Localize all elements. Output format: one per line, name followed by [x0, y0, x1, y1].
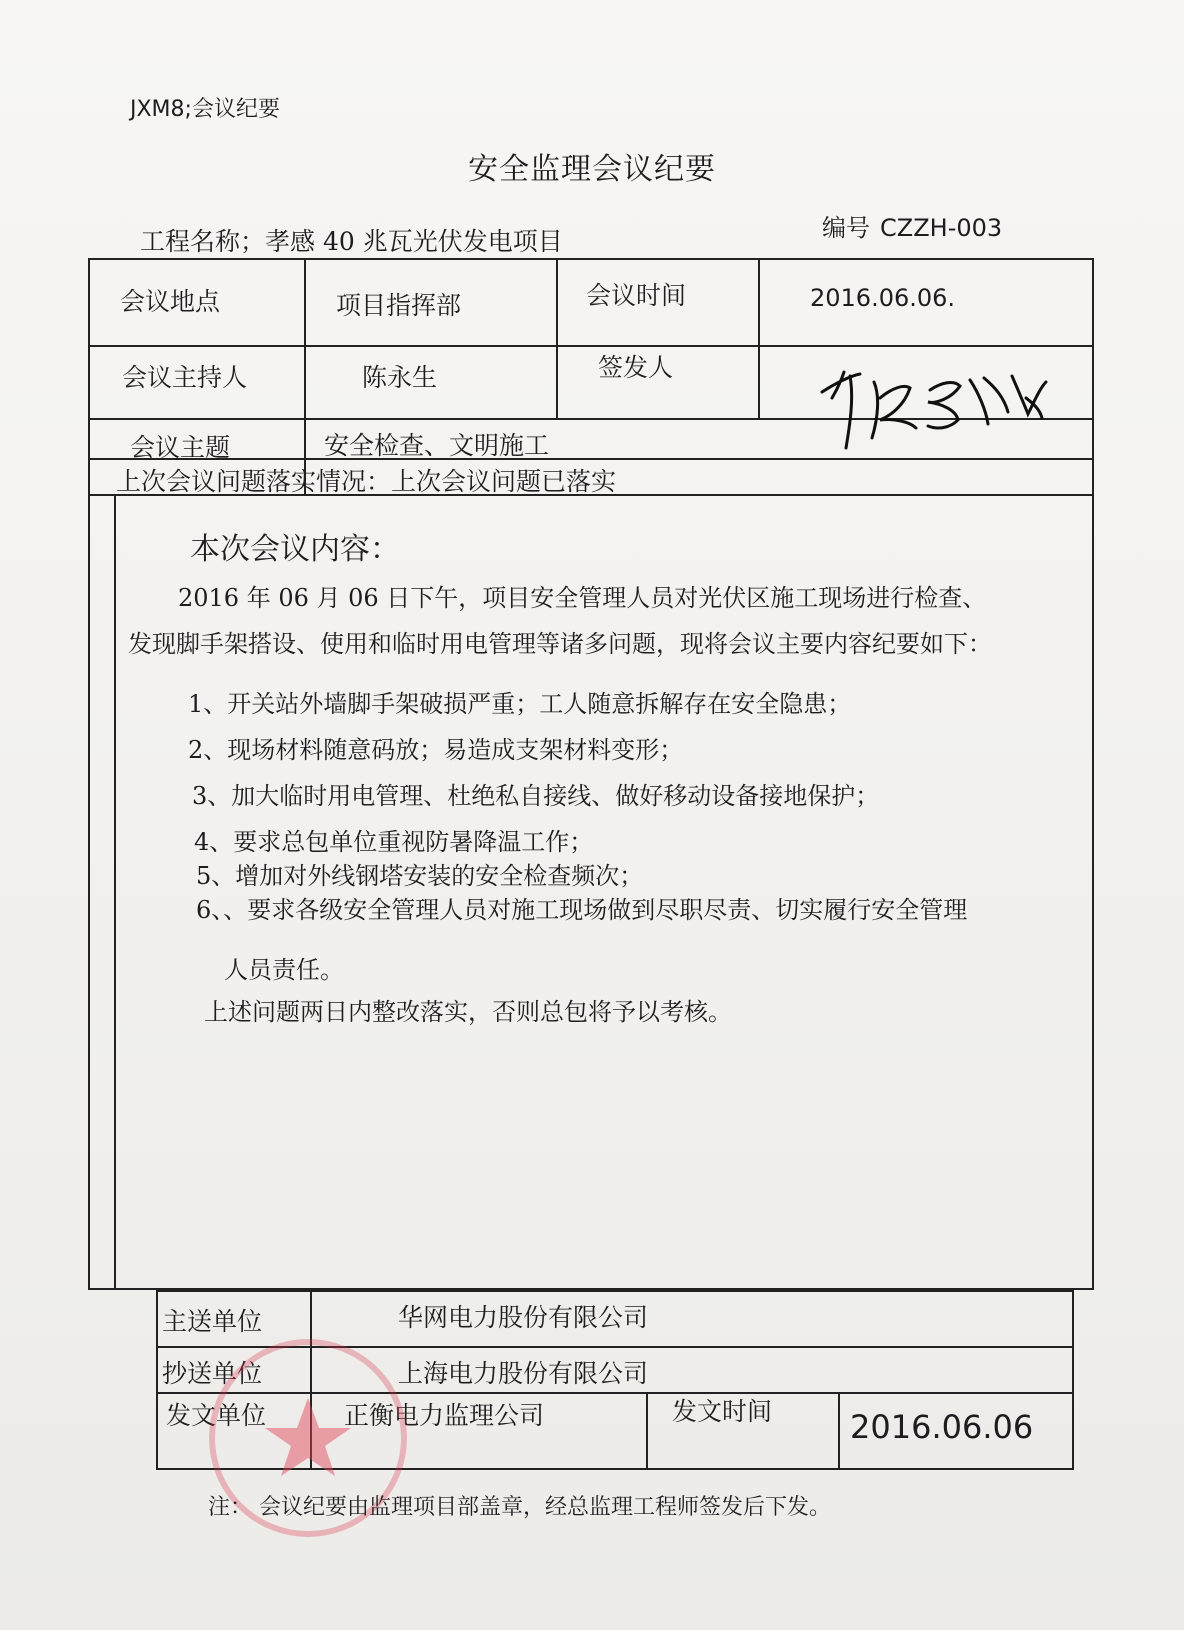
document-title: 安全监理会议纪要 [468, 152, 716, 187]
table-rule [646, 1392, 648, 1468]
intro-line: 发现脚手架搭设、使用和临时用电管理等诸多问题，现将会议主要内容纪要如下： [128, 630, 992, 658]
table-rule [90, 458, 1092, 460]
document-number [822, 208, 1002, 243]
list-item: 3、加大临时用电管理、杜绝私自接线、做好移动设备接地保护； [192, 782, 880, 810]
meeting-time-label: 会议时间 [586, 281, 687, 310]
topic-label: 会议主题 [130, 433, 231, 462]
location-label: 会议地点 [120, 287, 221, 316]
issuing-unit-value: 正衡电力监理公司 [344, 1401, 545, 1430]
issuer-label: 签发人 [598, 353, 674, 382]
content-heading: 本次会议内容： [190, 532, 400, 567]
topic-value: 安全检查、文明施工 [324, 431, 550, 460]
table-rule [838, 1392, 840, 1468]
main-recipient-label: 主送单位 [162, 1307, 263, 1336]
table-rule [556, 260, 558, 418]
form-code: JXM8;会议纪要 [130, 97, 280, 122]
list-item: 1、开关站外墙脚手架破损严重；工人随意拆解存在安全隐患； [188, 690, 852, 718]
issuing-unit-label: 发文单位 [166, 1401, 267, 1430]
main-recipient-value: 华网电力股份有限公司 [398, 1303, 649, 1332]
meeting-time-value: 2016.06.06. [810, 284, 956, 312]
location-value: 项目指挥部 [336, 291, 462, 320]
copy-recipient-label: 抄送单位 [162, 1359, 263, 1388]
issuer-signature [820, 358, 1050, 458]
list-item: 2、现场材料随意码放；易造成支架材料变形； [188, 736, 684, 764]
document-number-value: CZZH-003 [880, 214, 1003, 242]
document-number-label: 编号 [822, 214, 870, 242]
host-value: 陈永生 [362, 363, 438, 392]
list-item: 4、要求总包单位重视防暑降温工作； [194, 828, 594, 856]
issue-time-value: 2016.06.06 [850, 1408, 1034, 1446]
closing-line: 上述问题两日内整改落实，否则总包将予以考核。 [204, 998, 732, 1026]
table-rule [304, 260, 306, 494]
list-item: 6、、要求各级安全管理人员对施工现场做到尽职尽责、切实履行安全管理 [196, 896, 968, 924]
host-label: 会议主持人 [122, 363, 248, 392]
list-item-continuation: 人员责任。 [224, 956, 344, 984]
table-rule [90, 345, 1092, 347]
table-rule [758, 260, 760, 418]
copy-recipient-value: 上海电力股份有限公司 [398, 1359, 649, 1388]
project-name: 工程名称；孝感 40 兆瓦光伏发电项目 [140, 227, 563, 256]
followup-line: 上次会议问题落实情况：上次会议问题已落实 [116, 467, 617, 496]
footer-note: 注： 会议纪要由监理项目部盖章，经总监理工程师签发后下发。 [208, 1495, 831, 1520]
issue-time-label: 发文时间 [672, 1397, 773, 1426]
list-item: 5、增加对外线钢塔安装的安全检查频次； [196, 862, 644, 890]
table-rule [114, 494, 116, 1290]
intro-line: 2016 年 06 月 06 日下午，项目安全管理人员对光伏区施工现场进行检查、 [178, 584, 987, 612]
